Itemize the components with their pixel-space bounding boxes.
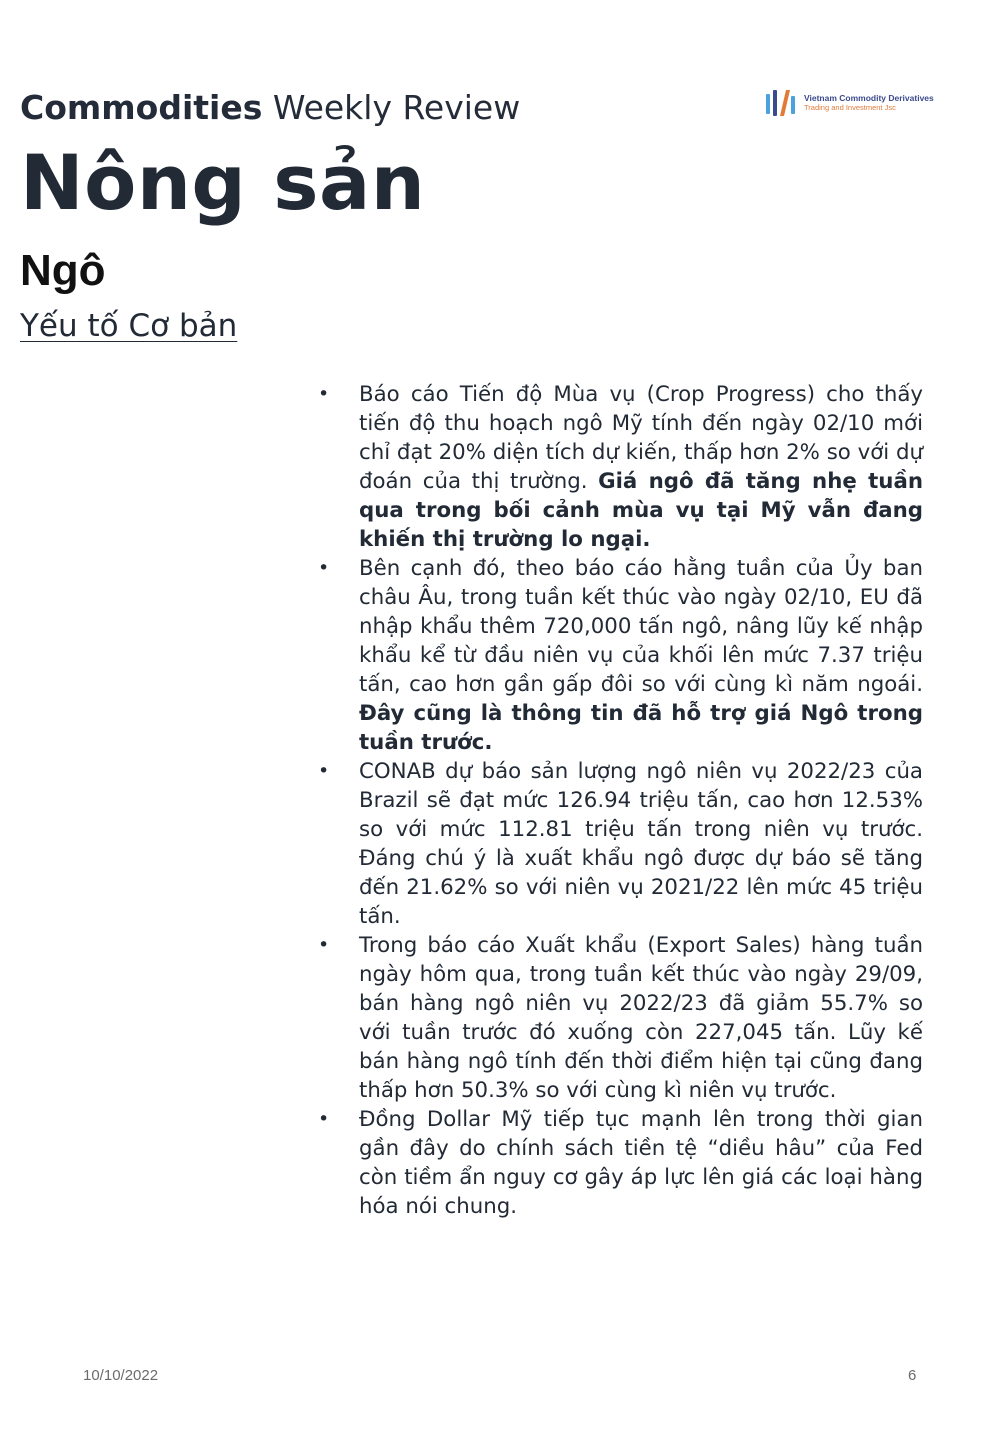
bullet-text: Trong báo cáo Xuất khẩu (Export Sales) hàng tuần ngày hôm qua, trong tuần kết thúc vào ngày 29/09, bán hàng ngô niên vụ 2022/23 đã giảm 55.7% so với tuần trước đó xuống còn 227,045 tấn. Lũy kế bán hàng ngô tính đến thời điểm hiện tại cũng đang thấp hơn 50.3% so với cùng kì niên vụ trước. (359, 933, 923, 1103)
bullet-text: Bên cạnh đó, theo báo cáo hằng tuần của Ủy ban châu Âu, trong tuần kết thúc vào ngày 02/10, EU đã nhập khẩu thêm 720,000 tấn ngô, nâng lũy kế nhập khẩu kể từ đầu niên vụ của khối lên mức 7.37 triệu tấn, cao hơn gần gấp đôi so với cùng kì năm ngoái. (359, 556, 923, 697)
company-logo (764, 86, 934, 120)
bullet-glyph: • (318, 760, 330, 782)
bullet-item (313, 554, 923, 757)
report-header-rest: Weekly Review (262, 88, 521, 127)
report-header-bold: Commodities (20, 88, 263, 127)
bullet-glyph: • (318, 557, 330, 579)
report-header (20, 88, 520, 127)
bullet-glyph: • (318, 1108, 330, 1130)
bullet-item (313, 931, 923, 1105)
section-heading: Yếu tố Cơ bản (20, 308, 238, 344)
commodity-title: Ngô (20, 246, 106, 295)
footer-date: 10/10/2022 (83, 1367, 159, 1384)
bullet-text: Đồng Dollar Mỹ tiếp tục mạnh lên trong thời gian gần đây do chính sách tiền tệ “diều hâu” của Fed còn tiềm ẩn nguy cơ gây áp lực lên giá các loại hàng hóa nói chung. (359, 1107, 923, 1219)
bullet-text: CONAB dự báo sản lượng ngô niên vụ 2022/23 của Brazil sẽ đạt mức 126.94 triệu tấn, cao hơn 12.53% so với mức 112.81 triệu tấn trong niên vụ trước. Đáng chú ý là xuất khẩu ngô được dự báo sẽ tăng đến 21.62% so với niên vụ 2021/22 lên mức 45 triệu tấn. (359, 759, 923, 929)
bullet-bold-text: Đây cũng là thông tin đã hỗ trợ giá Ngô trong tuần trước. (359, 701, 923, 755)
bullet-item (313, 1105, 923, 1221)
bullet-glyph: • (318, 383, 330, 405)
page-title: Nông sản (20, 138, 426, 227)
logo-line-2: Trading and Investment Jsc (804, 102, 896, 112)
page-number: 6 (908, 1367, 917, 1384)
bullet-list (313, 380, 923, 1221)
bullet-glyph: • (318, 934, 330, 956)
bullet-text: Báo cáo Tiến độ Mùa vụ (Crop Progress) cho thấy tiến độ thu hoạch ngô Mỹ tính đến ngày 02/10 mới chỉ đạt 20% diện tích dự kiến, thấp hơn 2% so với dự đoán của thị trường. (359, 382, 923, 494)
bullet-item (313, 380, 923, 554)
bullet-bold-text: Giá ngô đã tăng nhẹ tuần qua trong bối cảnh mùa vụ tại Mỹ vẫn đang khiến thị trường lo ngại. (359, 469, 923, 552)
bullet-item (313, 757, 923, 931)
company-logo-icon (764, 86, 798, 120)
logo-line-1: Vietnam Commodity Derivatives (804, 92, 934, 103)
